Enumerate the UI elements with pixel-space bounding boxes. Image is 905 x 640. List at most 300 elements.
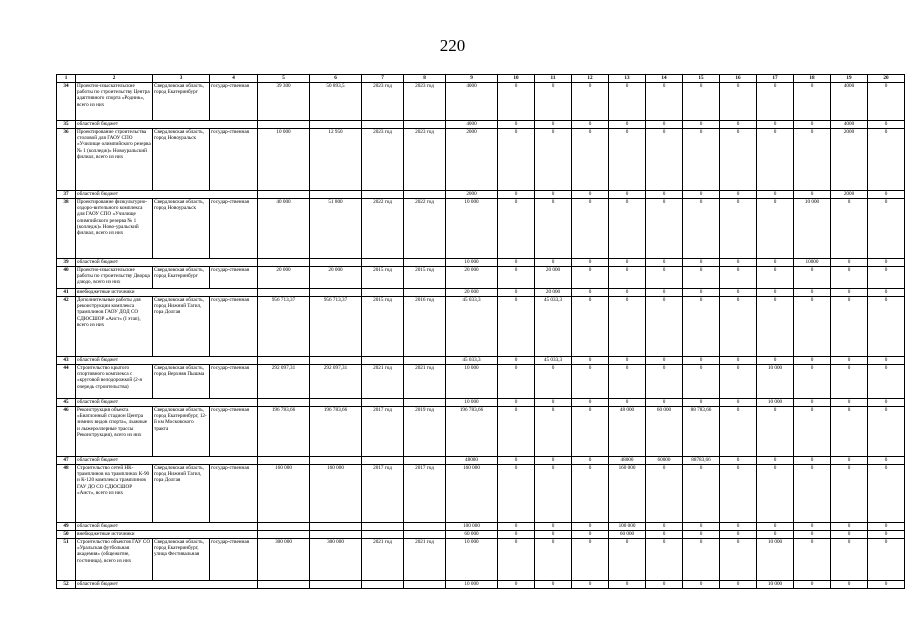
empty-cell — [310, 259, 362, 267]
empty-cell — [258, 523, 310, 531]
amount-col-12: 0 — [572, 365, 609, 399]
funding-source: областной бюджет — [76, 357, 258, 365]
amount-col-20: 0 — [868, 531, 905, 539]
amount-col-15: 0 — [683, 83, 720, 121]
amount-col-10: 0 — [498, 465, 535, 523]
amount-col-9: 2000 — [446, 191, 498, 199]
funding-source: областной бюджет — [76, 121, 258, 129]
empty-cell — [258, 457, 310, 465]
cost-current-prices: 20 000 — [310, 267, 362, 289]
amount-col-19: 4000 — [831, 121, 868, 129]
amount-col-15: 0 — [683, 357, 720, 365]
amount-col-13: 100 000 — [609, 523, 646, 531]
table-row — [57, 83, 905, 121]
amount-col-12: 0 — [572, 531, 609, 539]
amount-col-12: 0 — [572, 407, 609, 457]
amount-col-12: 0 — [572, 465, 609, 523]
empty-cell — [258, 259, 310, 267]
amount-col-17: 0 — [757, 465, 794, 523]
row-number: 34 — [57, 83, 76, 121]
ownership-form: государ-ственная — [210, 129, 258, 191]
table-row — [57, 365, 905, 399]
amount-col-19: 2000 — [831, 191, 868, 199]
amount-col-17: 0 — [757, 199, 794, 259]
amount-col-12: 0 — [572, 581, 609, 589]
amount-col-19: 0 — [831, 457, 868, 465]
row-number: 40 — [57, 267, 76, 289]
amount-col-11: 45 033,3 — [535, 357, 572, 365]
column-header-20: 20 — [868, 75, 905, 83]
amount-col-13: 0 — [609, 191, 646, 199]
amount-col-18: 0 — [794, 407, 831, 457]
column-header-15: 15 — [683, 75, 720, 83]
amount-col-12: 0 — [572, 539, 609, 581]
empty-cell — [258, 581, 310, 589]
amount-col-20: 0 — [868, 121, 905, 129]
row-number: 35 — [57, 121, 76, 129]
amount-col-16: 0 — [720, 121, 757, 129]
column-header-16: 16 — [720, 75, 757, 83]
ownership-form: государ-ственная — [210, 267, 258, 289]
empty-cell — [362, 259, 404, 267]
column-header-3: 3 — [153, 75, 210, 83]
amount-col-15: 0 — [683, 581, 720, 589]
amount-col-9: 4000 — [446, 121, 498, 129]
empty-cell — [258, 289, 310, 297]
amount-col-15: 0 — [683, 465, 720, 523]
row-number: 41 — [57, 289, 76, 297]
table-subrow — [57, 457, 905, 465]
end-year: 2021 год — [404, 365, 446, 399]
empty-cell — [404, 357, 446, 365]
amount-col-10: 0 — [498, 539, 535, 581]
cost-current-prices: 50 893,5 — [310, 83, 362, 121]
row-number: 51 — [57, 539, 76, 581]
object-location: Свердловская область, город Екатеринбург, 12-й км Московского тракта — [153, 407, 210, 457]
amount-col-19: 0 — [831, 267, 868, 289]
amount-col-20: 0 — [868, 399, 905, 407]
empty-cell — [310, 457, 362, 465]
empty-cell — [362, 399, 404, 407]
ownership-form: государ-ственная — [210, 365, 258, 399]
table-row — [57, 267, 905, 289]
empty-cell — [258, 531, 310, 539]
object-name: Строительство объектов ГАУ СО «Уральская футбольная академия» (общежитие, гостиница), всего из них — [76, 539, 153, 581]
cost-current-prices: 300 000 — [310, 539, 362, 581]
empty-cell — [310, 531, 362, 539]
column-header-14: 14 — [646, 75, 683, 83]
amount-col-11: 0 — [535, 465, 572, 523]
amount-col-20: 0 — [868, 357, 905, 365]
amount-col-12: 0 — [572, 267, 609, 289]
amount-col-15: 0 — [683, 523, 720, 531]
amount-col-17: 0 — [757, 357, 794, 365]
start-year: 2017 год — [362, 465, 404, 523]
amount-col-16: 0 — [720, 365, 757, 399]
object-location: Свердловская область, город Екатеринбург, улица Фестивальная — [153, 539, 210, 581]
row-number: 48 — [57, 465, 76, 523]
amount-col-13: 160 000 — [609, 465, 646, 523]
amount-col-19: 0 — [831, 399, 868, 407]
amount-col-13: 0 — [609, 259, 646, 267]
amount-col-9: 10 000 — [446, 399, 498, 407]
empty-cell — [404, 259, 446, 267]
amount-col-14: 0 — [646, 121, 683, 129]
amount-col-19: 0 — [831, 523, 868, 531]
object-location: Свердловская область, город Нижний Тагил, гора Долгая — [153, 465, 210, 523]
amount-col-16: 0 — [720, 289, 757, 297]
empty-cell — [362, 191, 404, 199]
empty-cell — [404, 581, 446, 589]
amount-col-20: 0 — [868, 581, 905, 589]
start-year: 2015 год — [362, 267, 404, 289]
amount-col-13: 0 — [609, 83, 646, 121]
amount-col-17: 10 000 — [757, 399, 794, 407]
table-row — [57, 129, 905, 191]
table-subrow — [57, 289, 905, 297]
empty-cell — [362, 121, 404, 129]
amount-col-19: 0 — [831, 259, 868, 267]
start-year: 2021 год — [362, 539, 404, 581]
investment-table — [56, 74, 905, 589]
amount-col-18: 0 — [794, 191, 831, 199]
estimated-cost: 39 300 — [258, 83, 310, 121]
amount-col-13: 0 — [609, 581, 646, 589]
amount-col-10: 0 — [498, 191, 535, 199]
amount-col-10: 0 — [498, 199, 535, 259]
amount-col-10: 0 — [498, 259, 535, 267]
amount-col-18: 0 — [794, 267, 831, 289]
amount-col-16: 0 — [720, 531, 757, 539]
table-subrow — [57, 191, 905, 199]
row-number: 52 — [57, 581, 76, 589]
amount-col-15: 0 — [683, 399, 720, 407]
amount-col-17: 0 — [757, 83, 794, 121]
amount-col-10: 0 — [498, 399, 535, 407]
row-number: 39 — [57, 259, 76, 267]
empty-cell — [310, 289, 362, 297]
object-location: Свердловская область, город Нижний Тагил, гора Долгая — [153, 297, 210, 357]
amount-col-15: 0 — [683, 259, 720, 267]
row-number: 44 — [57, 365, 76, 399]
amount-col-9: 10 000 — [446, 259, 498, 267]
table-row — [57, 199, 905, 259]
empty-cell — [404, 531, 446, 539]
empty-cell — [310, 357, 362, 365]
amount-col-14: 60000 — [646, 457, 683, 465]
amount-col-18: 0 — [794, 531, 831, 539]
estimated-cost: 956 713,37 — [258, 297, 310, 357]
amount-col-16: 0 — [720, 399, 757, 407]
funding-source: областной бюджет — [76, 259, 258, 267]
amount-col-18: 0 — [794, 539, 831, 581]
amount-col-16: 0 — [720, 297, 757, 357]
empty-cell — [310, 121, 362, 129]
table-row — [57, 465, 905, 523]
amount-col-9: 45 033,3 — [446, 357, 498, 365]
amount-col-18: 10000 — [794, 259, 831, 267]
empty-cell — [258, 191, 310, 199]
amount-col-18: 0 — [794, 523, 831, 531]
amount-col-15: 0 — [683, 199, 720, 259]
amount-col-14: 0 — [646, 199, 683, 259]
amount-col-18: 0 — [794, 129, 831, 191]
amount-col-20: 0 — [868, 191, 905, 199]
ownership-form: государ-ственная — [210, 297, 258, 357]
amount-col-10: 0 — [498, 523, 535, 531]
table-row — [57, 539, 905, 581]
amount-col-20: 0 — [868, 407, 905, 457]
table-row — [57, 297, 905, 357]
amount-col-17: 0 — [757, 191, 794, 199]
amount-col-10: 0 — [498, 83, 535, 121]
object-name: Проектно-изыскательские работы по строительству Центра адаптивного спорта «Родник», всего из них — [76, 83, 153, 121]
amount-col-9: 60 000 — [446, 531, 498, 539]
end-year: 2023 год — [404, 129, 446, 191]
ownership-form: государ-ственная — [210, 539, 258, 581]
end-year: 2021 год — [404, 539, 446, 581]
amount-col-13: 0 — [609, 289, 646, 297]
amount-col-10: 0 — [498, 407, 535, 457]
amount-col-14: 0 — [646, 83, 683, 121]
column-header-18: 18 — [794, 75, 831, 83]
table-subrow — [57, 121, 905, 129]
amount-col-11: 0 — [535, 539, 572, 581]
empty-cell — [404, 289, 446, 297]
amount-col-19: 2000 — [831, 129, 868, 191]
amount-col-16: 0 — [720, 191, 757, 199]
amount-col-9: 2000 — [446, 129, 498, 191]
ownership-form: государ-ственная — [210, 465, 258, 523]
amount-col-19: 0 — [831, 539, 868, 581]
estimated-cost: 300 000 — [258, 539, 310, 581]
amount-col-15: 0 — [683, 121, 720, 129]
amount-col-16: 0 — [720, 259, 757, 267]
table-subrow — [57, 531, 905, 539]
row-number: 36 — [57, 129, 76, 191]
amount-col-12: 0 — [572, 83, 609, 121]
object-location: Свердловская область, город Новоуральск — [153, 129, 210, 191]
amount-col-10: 0 — [498, 297, 535, 357]
amount-col-14: 0 — [646, 523, 683, 531]
start-year: 2023 год — [362, 83, 404, 121]
funding-source: внебюджетные источники — [76, 289, 258, 297]
amount-col-11: 0 — [535, 191, 572, 199]
empty-cell — [362, 357, 404, 365]
ownership-form: государ-ственная — [210, 83, 258, 121]
table-subrow — [57, 357, 905, 365]
amount-col-9: 160 000 — [446, 465, 498, 523]
amount-col-15: 88 783,66 — [683, 407, 720, 457]
column-header-5: 5 — [258, 75, 310, 83]
amount-col-20: 0 — [868, 289, 905, 297]
amount-col-12: 0 — [572, 357, 609, 365]
amount-col-13: 0 — [609, 121, 646, 129]
amount-col-12: 0 — [572, 191, 609, 199]
column-header-7: 7 — [362, 75, 404, 83]
table-row — [57, 407, 905, 457]
estimated-cost: 40 000 — [258, 199, 310, 259]
amount-col-10: 0 — [498, 581, 535, 589]
amount-col-19: 0 — [831, 297, 868, 357]
amount-col-11: 0 — [535, 83, 572, 121]
amount-col-15: 0 — [683, 267, 720, 289]
amount-col-11: 0 — [535, 531, 572, 539]
amount-col-17: 0 — [757, 289, 794, 297]
object-name: Проектно-изыскательские работы по строительству Дворца дзюдо, всего из них — [76, 267, 153, 289]
amount-col-9: 20 000 — [446, 267, 498, 289]
amount-col-9: 10 000 — [446, 539, 498, 581]
amount-col-13: 48 000 — [609, 407, 646, 457]
amount-col-14: 0 — [646, 581, 683, 589]
amount-col-15: 0 — [683, 297, 720, 357]
amount-col-16: 0 — [720, 457, 757, 465]
table-subrow — [57, 581, 905, 589]
end-year: 2019 год — [404, 407, 446, 457]
amount-col-13: 0 — [609, 297, 646, 357]
amount-col-12: 0 — [572, 399, 609, 407]
amount-col-18: 0 — [794, 365, 831, 399]
start-year: 2017 год — [362, 407, 404, 457]
amount-col-14: 0 — [646, 399, 683, 407]
amount-col-20: 0 — [868, 297, 905, 357]
amount-col-10: 0 — [498, 365, 535, 399]
amount-col-9: 45 033,3 — [446, 297, 498, 357]
amount-col-16: 0 — [720, 581, 757, 589]
amount-col-17: 0 — [757, 297, 794, 357]
empty-cell — [404, 457, 446, 465]
funding-source: областной бюджет — [76, 191, 258, 199]
end-year: 2023 год — [404, 83, 446, 121]
amount-col-10: 0 — [498, 531, 535, 539]
amount-col-11: 20 000 — [535, 289, 572, 297]
amount-col-18: 0 — [794, 465, 831, 523]
amount-col-10: 0 — [498, 267, 535, 289]
amount-col-14: 0 — [646, 191, 683, 199]
row-number: 37 — [57, 191, 76, 199]
amount-col-20: 0 — [868, 83, 905, 121]
amount-col-15: 0 — [683, 365, 720, 399]
amount-col-19: 0 — [831, 465, 868, 523]
object-name: Проектирование строительства столовой для ГАОУ СПО «Училище олимпийского резерва № 1 (колледж)» Новоуральский филиал, всего из них — [76, 129, 153, 191]
amount-col-11: 0 — [535, 581, 572, 589]
row-number: 50 — [57, 531, 76, 539]
row-number: 47 — [57, 457, 76, 465]
amount-col-16: 0 — [720, 129, 757, 191]
amount-col-15: 0 — [683, 531, 720, 539]
amount-col-9: 196 783,66 — [446, 407, 498, 457]
amount-col-17: 0 — [757, 129, 794, 191]
amount-col-11: 0 — [535, 407, 572, 457]
amount-col-17: 0 — [757, 531, 794, 539]
amount-col-19: 0 — [831, 289, 868, 297]
empty-cell — [362, 289, 404, 297]
table-subrow — [57, 523, 905, 531]
amount-col-20: 0 — [868, 129, 905, 191]
amount-col-14: 60 000 — [646, 407, 683, 457]
amount-col-18: 0 — [794, 457, 831, 465]
amount-col-13: 60 000 — [609, 531, 646, 539]
amount-col-19: 0 — [831, 581, 868, 589]
amount-col-15: 88783,66 — [683, 457, 720, 465]
amount-col-13: 0 — [609, 399, 646, 407]
amount-col-9: 20 000 — [446, 289, 498, 297]
amount-col-17: 0 — [757, 523, 794, 531]
start-year: 2022 год — [362, 199, 404, 259]
column-header-19: 19 — [831, 75, 868, 83]
amount-col-16: 0 — [720, 465, 757, 523]
amount-col-14: 0 — [646, 267, 683, 289]
start-year: 2015 год — [362, 297, 404, 357]
end-year: 2017 год — [404, 465, 446, 523]
column-header-2: 2 — [76, 75, 153, 83]
amount-col-11: 0 — [535, 399, 572, 407]
amount-col-15: 0 — [683, 289, 720, 297]
amount-col-11: 45 033,3 — [535, 297, 572, 357]
amount-col-9: 10 000 — [446, 581, 498, 589]
amount-col-17: 0 — [757, 267, 794, 289]
amount-col-12: 0 — [572, 121, 609, 129]
amount-col-12: 0 — [572, 199, 609, 259]
amount-col-14: 0 — [646, 289, 683, 297]
estimated-cost: 292 097,31 — [258, 365, 310, 399]
amount-col-17: 10 000 — [757, 365, 794, 399]
amount-col-15: 0 — [683, 191, 720, 199]
amount-col-16: 0 — [720, 267, 757, 289]
amount-col-10: 0 — [498, 129, 535, 191]
funding-source: областной бюджет — [76, 457, 258, 465]
amount-col-16: 0 — [720, 407, 757, 457]
object-name: Дополнительные работы для реконструкции комплекса трамплинов ГАОУ ДОД СО СДЮСШОР «Аист» (I этап), всего из них — [76, 297, 153, 357]
amount-col-14: 0 — [646, 259, 683, 267]
amount-col-19: 4000 — [831, 83, 868, 121]
row-number: 46 — [57, 407, 76, 457]
amount-col-9: 100 000 — [446, 523, 498, 531]
column-header-10: 10 — [498, 75, 535, 83]
amount-col-19: 0 — [831, 357, 868, 365]
column-header-8: 8 — [404, 75, 446, 83]
amount-col-9: 10 000 — [446, 199, 498, 259]
amount-col-17: 10 000 — [757, 539, 794, 581]
amount-col-11: 20 000 — [535, 267, 572, 289]
amount-col-12: 0 — [572, 523, 609, 531]
amount-col-10: 0 — [498, 357, 535, 365]
row-number: 45 — [57, 399, 76, 407]
amount-col-14: 0 — [646, 365, 683, 399]
estimated-cost: 196 783,66 — [258, 407, 310, 457]
row-number: 43 — [57, 357, 76, 365]
empty-cell — [404, 523, 446, 531]
funding-source: областной бюджет — [76, 523, 258, 531]
estimated-cost: 20 000 — [258, 267, 310, 289]
empty-cell — [310, 399, 362, 407]
amount-col-14: 0 — [646, 465, 683, 523]
amount-col-16: 0 — [720, 523, 757, 531]
cost-current-prices: 12 950 — [310, 129, 362, 191]
amount-col-20: 0 — [868, 523, 905, 531]
funding-source: областной бюджет — [76, 399, 258, 407]
empty-cell — [362, 523, 404, 531]
end-year: 2022 год — [404, 199, 446, 259]
header-row — [57, 75, 905, 83]
empty-cell — [310, 523, 362, 531]
empty-cell — [362, 581, 404, 589]
start-year: 2021 год — [362, 365, 404, 399]
funding-source: внебюджетные источники — [76, 531, 258, 539]
table-subrow — [57, 399, 905, 407]
amount-col-13: 48000 — [609, 457, 646, 465]
amount-col-16: 0 — [720, 83, 757, 121]
